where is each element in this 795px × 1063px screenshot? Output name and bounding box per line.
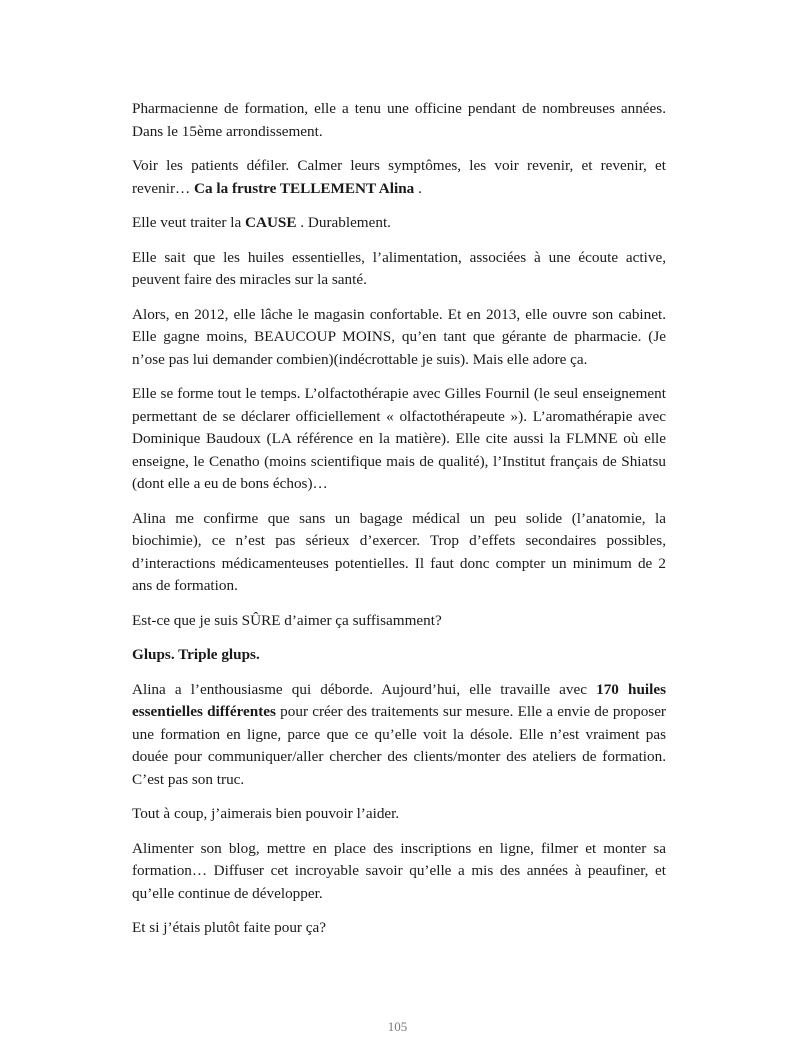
paragraph-9 [132, 644, 666, 667]
text-run: Elle sait que les huiles essentielles, l’alimentation, associées à une écoute active, peuvent faire des miracles sur la santé. [132, 248, 666, 288]
text-run: . [414, 179, 422, 197]
text-run: Tout à coup, j’aimerais bien pouvoir l’aider. [132, 805, 400, 822]
paragraph-11 [132, 803, 666, 826]
paragraph-4 [132, 247, 666, 292]
page-number: 105 [387, 1019, 408, 1034]
bold-text-run: 170 huiles essentielles différentes [132, 680, 666, 720]
text-run: Pharmacienne de formation, elle a tenu une officine pendant de nombreuses années. Dans le 15ème arrondissement. [132, 100, 666, 140]
bold-text-run: Ca la frustre TELLEMENT Alina [194, 179, 415, 197]
text-run: . Durablement. [296, 214, 391, 231]
paragraph-8 [132, 610, 666, 633]
text-run: Est-ce que je suis SÛRE d’aimer ça suffisamment? [132, 611, 442, 629]
document-page [132, 98, 666, 952]
paragraph-10 [132, 679, 666, 792]
text-run: Et si j’étais plutôt faite pour ça? [132, 919, 326, 936]
paragraph-3 [132, 212, 666, 235]
paragraph-12 [132, 838, 666, 906]
text-run: Alina a l’enthousiasme qui déborde. Aujourd’hui, elle travaille avec [132, 680, 597, 698]
text-run: Alina me confirme que sans un bagage médical un peu solide (l’anatomie, la biochimie), ce n’est pas sérieux d’exercer. Trop d’effets secondaires possibles, d’interactions médicamenteuses potentielles. Il faut donc compter un minimum de 2 ans de formation. [132, 509, 666, 594]
text-run: Elle se forme tout le temps. L’olfactothérapie avec Gilles Fournil (le seul enseignement permettant de se déclarer officiellement « olfactothérapeute »). L’aromathérapie avec Dominique Baudoux (LA référence en la matière). Elle cite aussi la FLMNE où elle enseigne, le Cenatho (moins scientifique mais de qualité), l’Institut français de Shiatsu (dont elle a eu de bons échos)… [132, 385, 666, 492]
text-run: Voir les patients défiler. Calmer leurs symptômes, les voir revenir, et revenir, et revenir… [132, 157, 666, 197]
text-run: Elle veut traiter la [132, 214, 246, 231]
bold-text-run: CAUSE [245, 214, 297, 231]
paragraph-5 [132, 304, 666, 372]
paragraph-7 [132, 508, 666, 598]
bold-text-run: Glups. Triple glups. [132, 646, 260, 663]
paragraph-1 [132, 98, 666, 143]
text-run: Alors, en 2012, elle lâche le magasin confortable. Et en 2013, elle ouvre son cabinet. Elle gagne moins, BEAUCOUP MOINS, qu’en tant que gérante de pharmacie. (Je n’ose pas lui demander combien)(indécrottable je suis). Mais elle adore ça. [132, 305, 666, 368]
text-run: Alimenter son blog, mettre en place des inscriptions en ligne, filmer et monter sa formation… Diffuser cet incroyable savoir qu’elle a mis des années à peaufiner, et qu’elle continue de développer. [132, 839, 666, 902]
paragraph-2 [132, 155, 666, 200]
paragraph-13 [132, 917, 666, 940]
text-run: pour créer des traitements sur mesure. Elle a envie de proposer une formation en ligne, parce que ce qu’elle voit la désole. Elle n’est vraiment pas douée pour communiquer/aller chercher des clients/monter des ateliers de formation. C’est pas son truc. [132, 703, 666, 788]
paragraph-6 [132, 383, 666, 496]
